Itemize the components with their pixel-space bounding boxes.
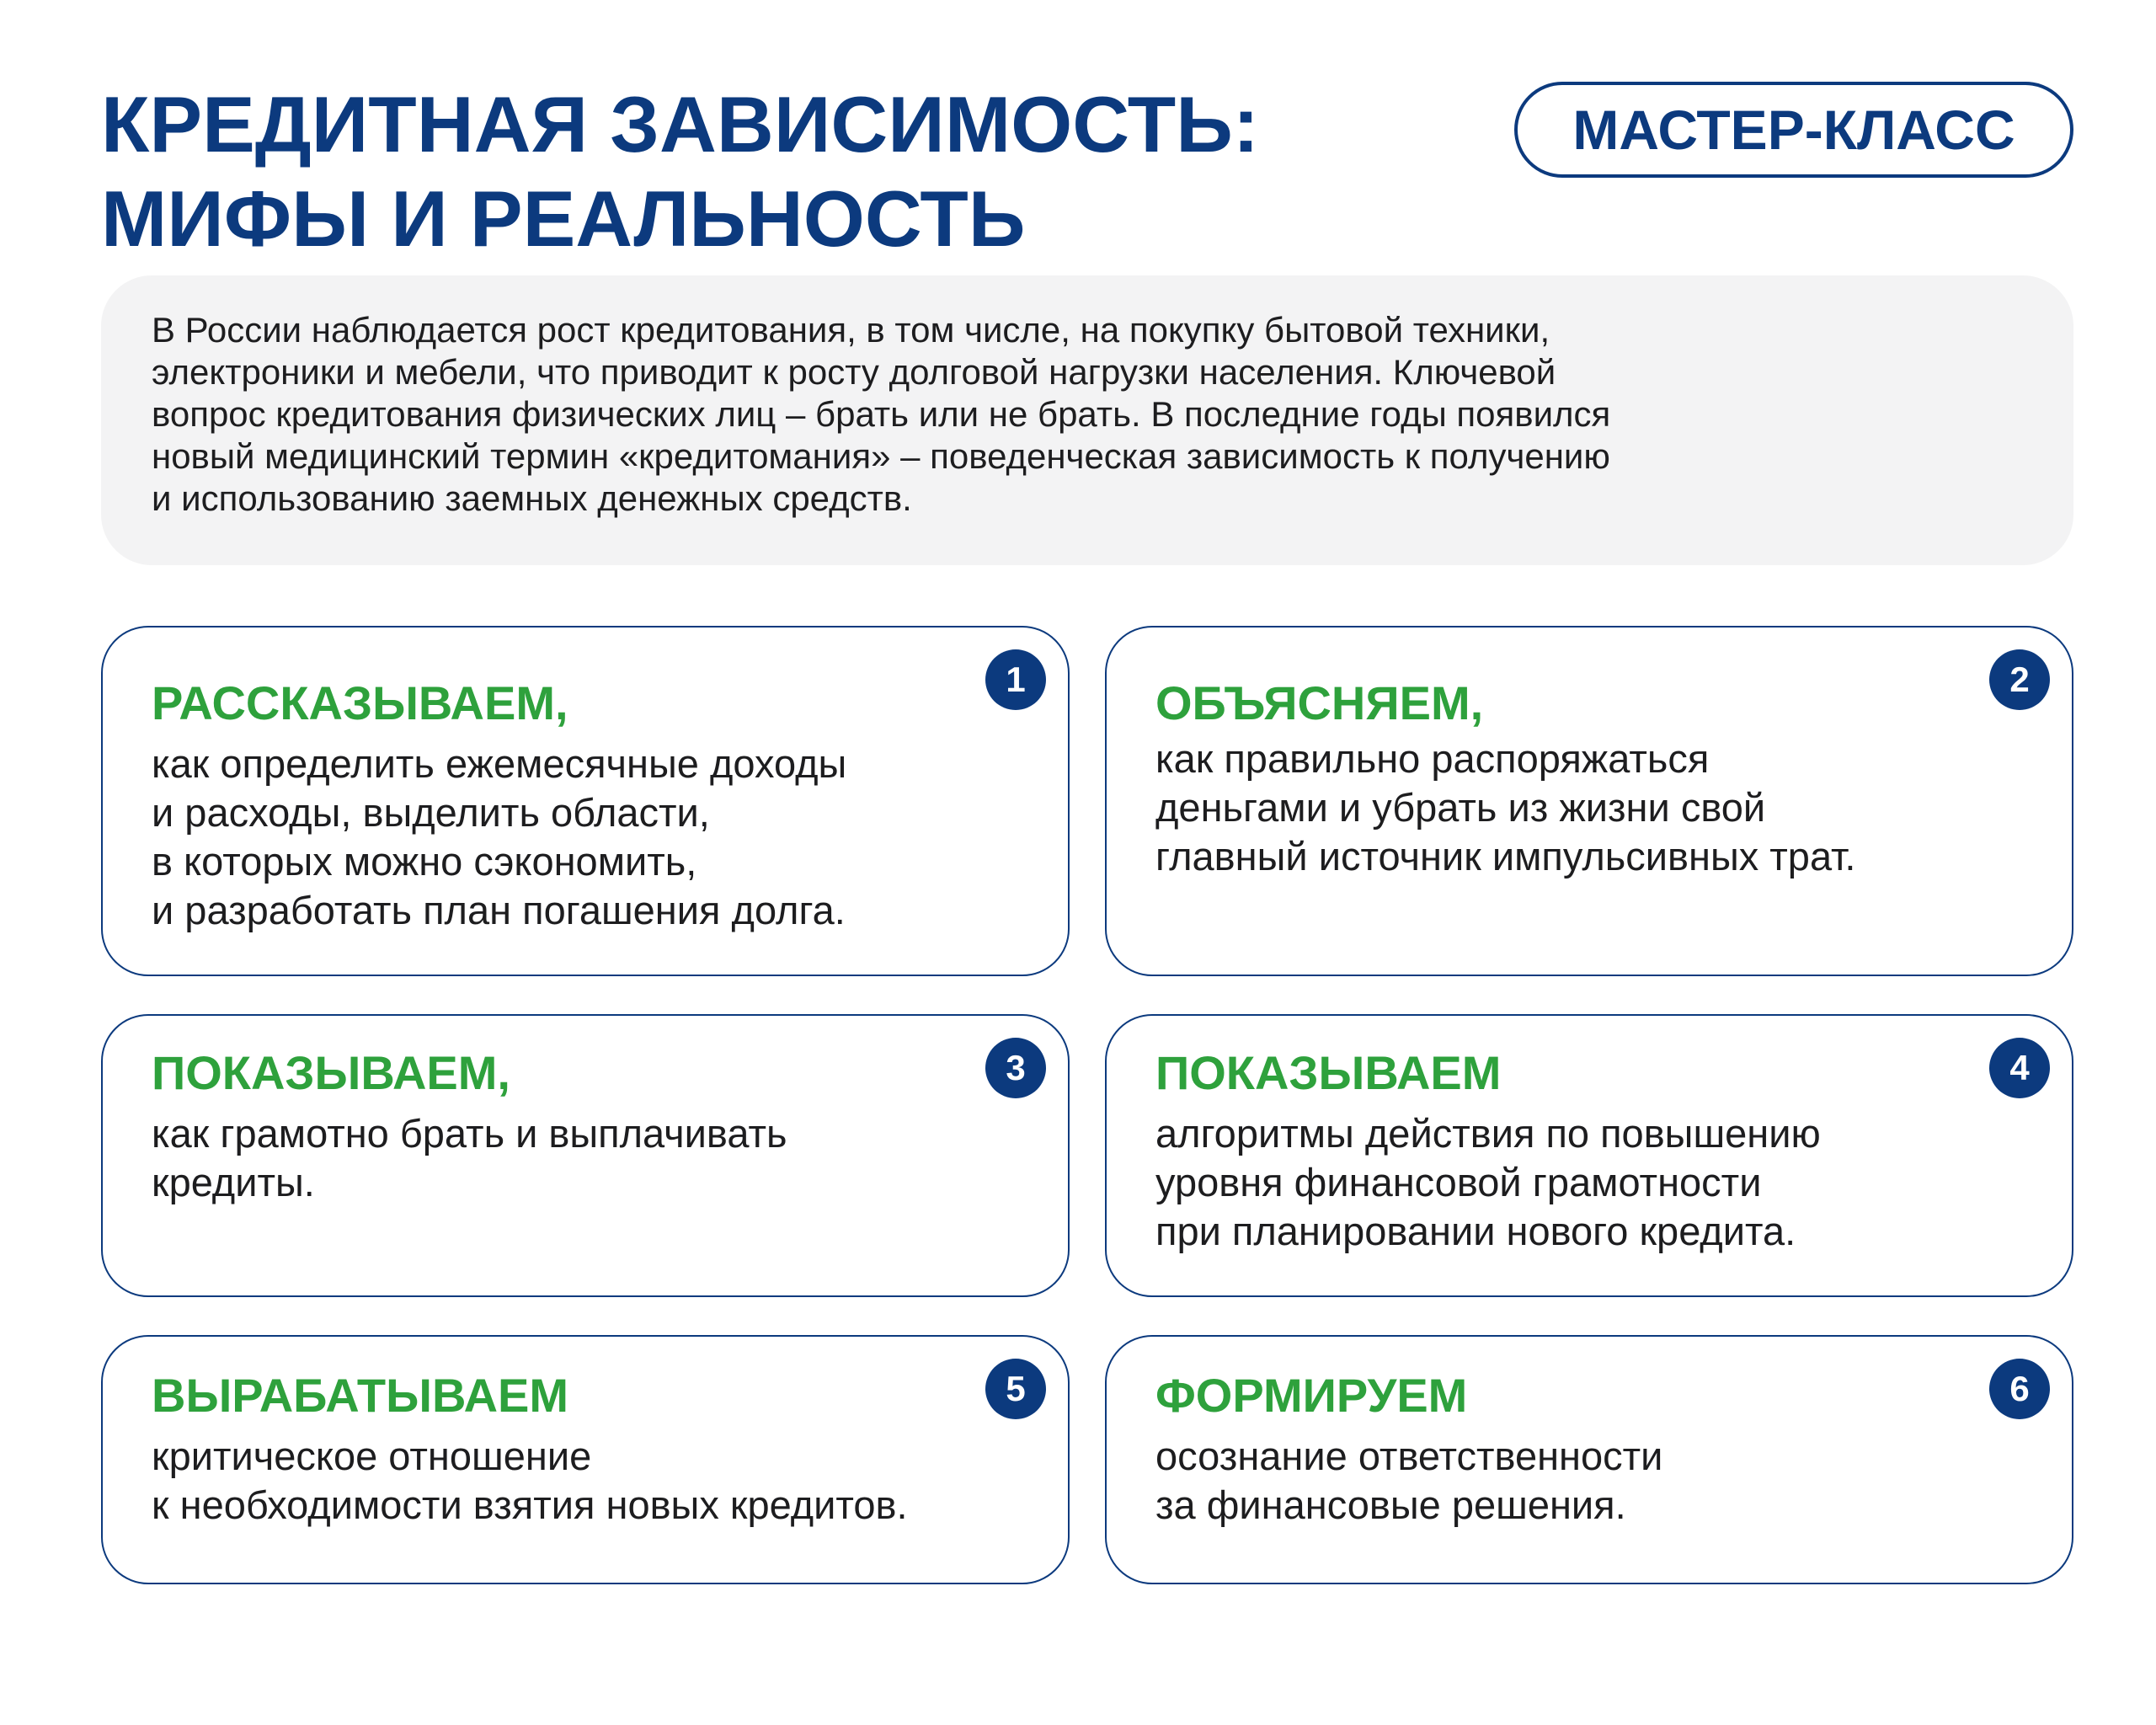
card-text-line: и расходы, выделить области, bbox=[152, 790, 710, 835]
intro-line: и использованию заемных денежных средств. bbox=[152, 478, 912, 518]
card-text-line: как определить ежемесячные доходы bbox=[152, 741, 847, 786]
card-text-line: алгоритмы действия по повышению bbox=[1155, 1111, 1821, 1156]
intro-panel bbox=[101, 275, 2073, 565]
card-text-line: и разработать план погашения долга. bbox=[152, 888, 846, 932]
card-heading: ФОРМИРУЕМ bbox=[1155, 1369, 1468, 1422]
card-4 bbox=[1105, 1014, 2073, 1297]
intro-line: вопрос кредитования физических лиц – брать или не брать. В последние годы появился bbox=[152, 394, 1611, 434]
card-3 bbox=[101, 1014, 1070, 1297]
card-text-line: осознание ответственности bbox=[1155, 1434, 1663, 1478]
card-text-line: уровня финансовой грамотности bbox=[1155, 1160, 1762, 1204]
card-heading: ПОКАЗЫВАЕМ, bbox=[152, 1046, 510, 1099]
title-line-1: КРЕДИТНАЯ ЗАВИСИМОСТЬ: bbox=[101, 80, 1260, 168]
card-heading: ПОКАЗЫВАЕМ bbox=[1155, 1046, 1502, 1099]
card-number-badge: 5 bbox=[985, 1359, 1046, 1419]
intro-line: электроники и мебели, что приводит к росту долговой нагрузки населения. Ключевой bbox=[152, 352, 1556, 392]
title-line-2: МИФЫ И РЕАЛЬНОСТЬ bbox=[101, 174, 1026, 263]
card-2 bbox=[1105, 626, 2073, 976]
master-class-badge: МАСТЕР-КЛАСС bbox=[1514, 82, 2073, 178]
intro-line: новый медицинский термин «кредитомания» – поведенческая зависимость к получению bbox=[152, 436, 1610, 476]
card-text bbox=[1155, 734, 1855, 881]
card-text-line: деньгами и убрать из жизни свой bbox=[1155, 785, 1766, 830]
card-text-line: как грамотно брать и выплачивать bbox=[152, 1111, 787, 1156]
card-text-line: главный источник импульсивных трат. bbox=[1155, 834, 1856, 879]
card-text-line: при планировании нового кредита. bbox=[1155, 1209, 1796, 1253]
card-heading: РАССКАЗЫВАЕМ, bbox=[152, 676, 568, 729]
card-6 bbox=[1105, 1335, 2073, 1584]
card-text bbox=[1155, 1109, 1821, 1256]
card-number-badge: 6 bbox=[1989, 1359, 2050, 1419]
card-number-badge: 4 bbox=[1989, 1038, 2050, 1098]
card-text bbox=[152, 1432, 908, 1530]
card-5 bbox=[101, 1335, 1070, 1584]
card-number-badge: 2 bbox=[1989, 649, 2050, 710]
card-text bbox=[152, 1109, 787, 1207]
intro-line: В России наблюдается рост кредитования, в том числе, на покупку бытовой техники, bbox=[152, 310, 1550, 350]
card-text bbox=[1155, 1432, 1662, 1530]
card-text-line: как правильно распоряжаться bbox=[1155, 736, 1710, 781]
card-text-line: за финансовые решения. bbox=[1155, 1482, 1626, 1527]
card-heading: ВЫРАБАТЫВАЕМ bbox=[152, 1369, 569, 1422]
card-heading: ОБЪЯСНЯЕМ, bbox=[1155, 676, 1484, 729]
card-number-badge: 3 bbox=[985, 1038, 1046, 1098]
card-text bbox=[152, 740, 846, 935]
card-text-line: критическое отношение bbox=[152, 1434, 592, 1478]
card-text-line: кредиты. bbox=[152, 1160, 315, 1204]
page-title bbox=[101, 77, 1259, 266]
card-1 bbox=[101, 626, 1070, 976]
card-text-line: в которых можно сэкономить, bbox=[152, 839, 697, 884]
card-number-badge: 1 bbox=[985, 649, 1046, 710]
card-text-line: к необходимости взятия новых кредитов. bbox=[152, 1482, 908, 1527]
